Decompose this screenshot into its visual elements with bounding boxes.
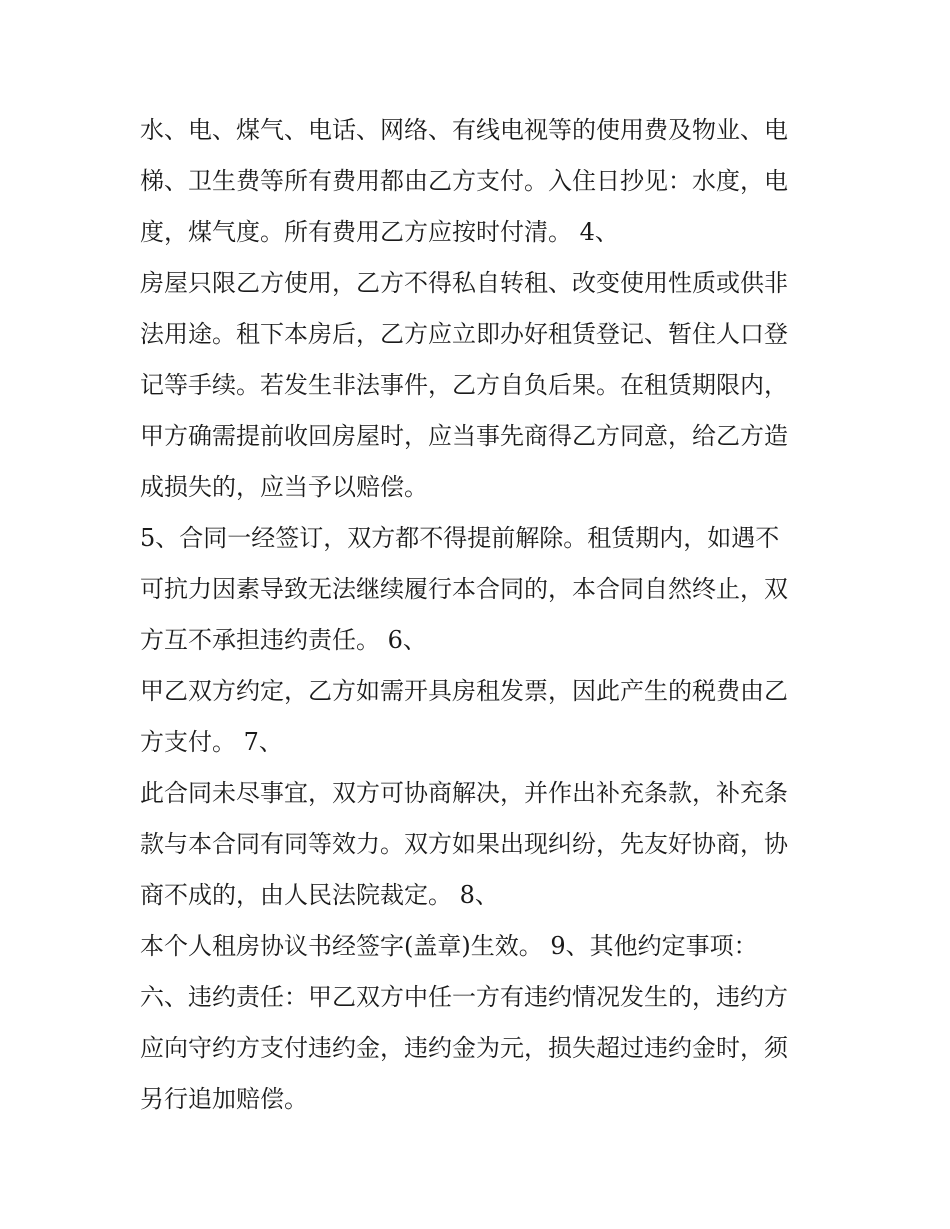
- text-line: 5、合同一经签订，双方都不得提前解除。租赁期内，如遇不: [140, 524, 780, 552]
- text-line: 甲方确需提前收回房屋时，应当事先商得乙方同意，给乙方造: [140, 422, 788, 450]
- text-line: 款与本合同有同等效力。双方如果出现纠纷，先友好协商，协: [140, 830, 788, 858]
- text-line: 记等手续。若发生非法事件，乙方自负后果。在租赁期限内，: [140, 371, 788, 399]
- text-line: 可抗力因素导致无法继续履行本合同的，本合同自然终止，双: [140, 575, 788, 603]
- text-line: 方互不承担违约责任。 6、: [140, 626, 427, 654]
- text-line: 本个人租房协议书经签字(盖章)生效。 9、其他约定事项：: [140, 932, 758, 960]
- text-line: 六、违约责任：甲乙双方中任一方有违约情况发生的，违约方: [140, 983, 788, 1011]
- text-line: 法用途。租下本房后，乙方应立即办好租赁登记、暂住人口登: [140, 320, 788, 348]
- document-body: [140, 105, 820, 1125]
- text-line: 另行追加赔偿。: [140, 1085, 308, 1113]
- text-line: 度，煤气度。所有费用乙方应按时付清。 4、: [140, 218, 619, 246]
- text-line: 商不成的，由人民法院裁定。 8、: [140, 881, 499, 909]
- text-line: 此合同未尽事宜，双方可协商解决，并作出补充条款，补充条: [140, 779, 788, 807]
- text-line: 水、电、煤气、电话、网络、有线电视等的使用费及物业、电: [140, 116, 788, 144]
- text-line: 梯、卫生费等所有费用都由乙方支付。入住日抄见：水度，电: [140, 167, 788, 195]
- text-line: 房屋只限乙方使用，乙方不得私自转租、改变使用性质或供非: [140, 269, 788, 297]
- text-line: 方支付。 7、: [140, 728, 283, 756]
- text-line: 应向守约方支付违约金，违约金为元，损失超过违约金时，须: [140, 1034, 788, 1062]
- text-line: 成损失的，应当予以赔偿。: [140, 473, 428, 501]
- text-line: 甲乙双方约定，乙方如需开具房租发票，因此产生的税费由乙: [140, 677, 788, 705]
